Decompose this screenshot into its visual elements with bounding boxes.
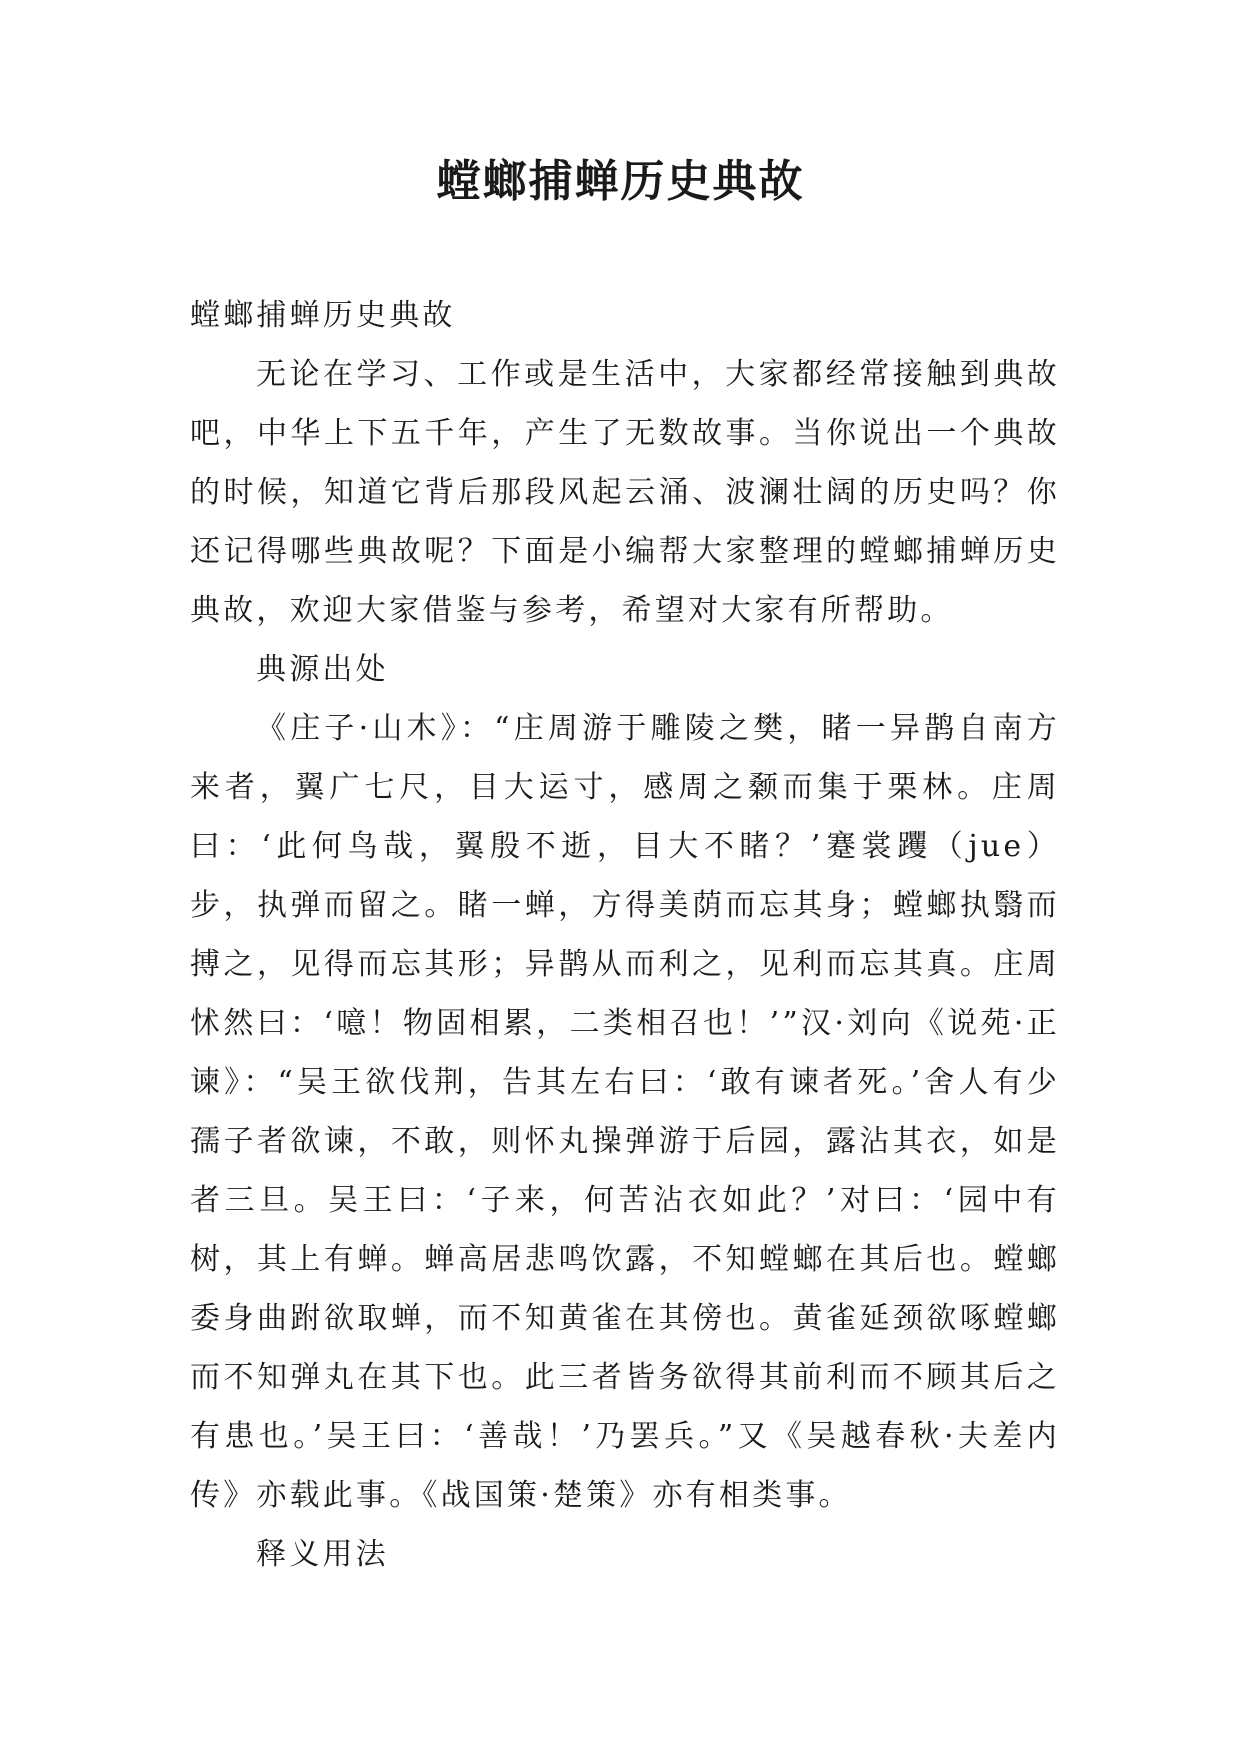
document-title: 螳螂捕蝉历史典故: [436, 156, 805, 207]
section-heading-usage: 释义用法: [256, 1537, 389, 1572]
section-heading-source: 典源出处: [256, 652, 389, 687]
subtitle-paragraph: 螳螂捕蝉历史典故: [190, 298, 456, 333]
intro-paragraph: 无论在学习、工作或是生活中，大家都经常接触到典故吧，中华上下五千年，产生了无数故事。当你说出一个典故的时候，知道它背后那段风起云涌、波澜壮阔的历史吗？你还记得哪些典故呢？下面是小编帮大家整理的螳螂捕蝉历史典故，欢迎大家借鉴与参考，希望对大家有所帮助。: [190, 357, 1060, 628]
source-paragraph: 《庄子·山木》：“庄周游于雕陵之樊，睹一异鹊自南方来者，翼广七尺，目大运寸，感周之颡而集于栗林。庄周曰：‘此何鸟哉，翼殷不逝，目大不睹？’蹇裳躩（jue）步，执弹而留之。睹一蝉，方得美荫而忘其身；螳螂执翳而搏之，见得而忘其形；异鹊从而利之，见利而忘其真。庄周怵然曰：‘噫！物固相累，二类相召也！’”汉·刘向《说苑·正谏》：“吴王欲伐荆，告其左右曰：‘敢有谏者死。’舍人有少孺子者欲谏，不敢，则怀丸操弹游于后园，露沾其衣，如是者三旦。吴王曰：‘子来，何苦沾衣如此？’对曰：‘园中有树，其上有蝉。蝉高居悲鸣饮露，不知螳螂在其后也。螳螂委身曲跗欲取蝉，而不知黄雀在其傍也。黄雀延颈欲啄螳螂而不知弹丸在其下也。此三者皆务欲得其前利而不顾其后之有患也。’吴王曰：‘善哉！’乃罢兵。”又《吴越春秋·夫差内传》亦载此事。《战国策·楚策》亦有相类事。: [190, 711, 1060, 1513]
document-body: [190, 286, 1060, 1584]
